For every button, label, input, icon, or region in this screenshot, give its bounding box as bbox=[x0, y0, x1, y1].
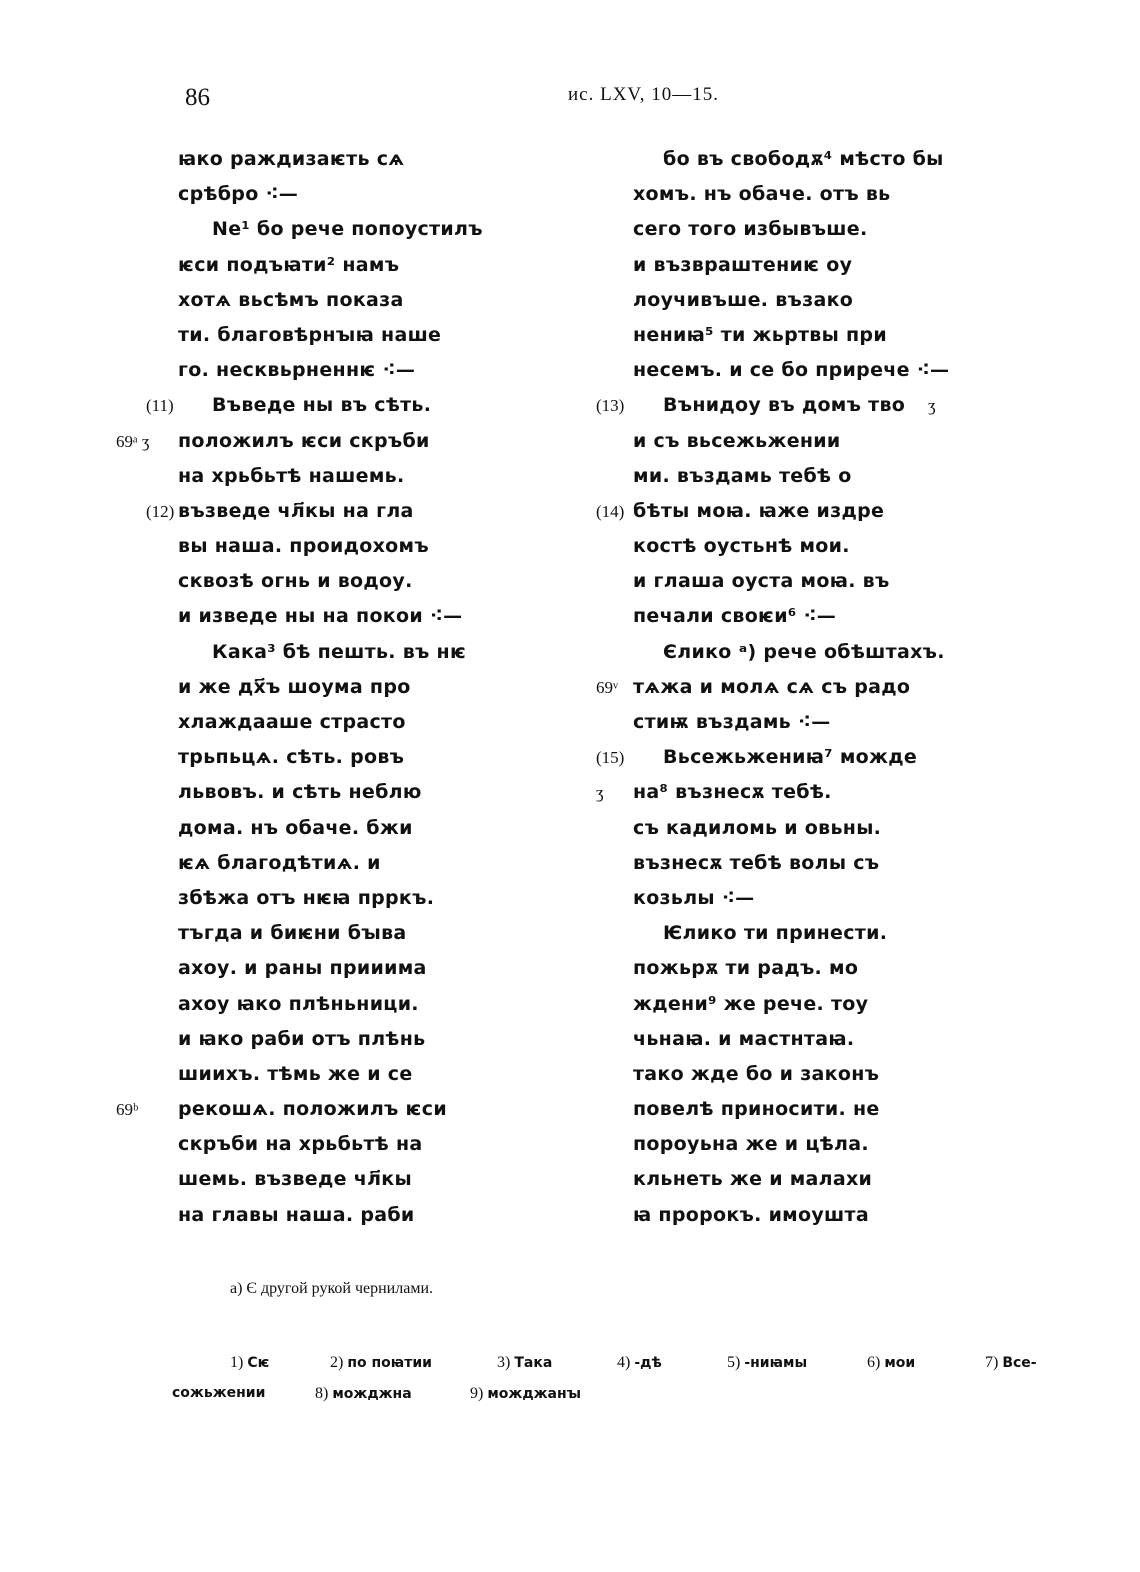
line-text: Вънидоу въ домъ тво bbox=[663, 394, 906, 417]
line-text: стиѭ въздамь ⁖— bbox=[633, 711, 831, 733]
margin-note: (15) bbox=[596, 748, 625, 768]
line-text: Вьсежьжениꙗ⁷ можде bbox=[663, 746, 918, 769]
line-text: ахоу ꙗко плѣньници. bbox=[178, 992, 419, 1015]
line-text: нениꙗ⁵ ти жьртвы при bbox=[633, 323, 887, 346]
variant-note: 5) -ниꙗмы bbox=[727, 1354, 808, 1371]
line-text: ꙗко раждизаѥть сѧ bbox=[178, 148, 405, 170]
line-text: Єлико ᵃ) рече обѣштахъ. bbox=[663, 640, 945, 663]
line-text: го. несквьрненнѥ ⁖— bbox=[178, 359, 416, 382]
line-text: збѣжа отъ нѥꙗ прркъ. bbox=[178, 886, 435, 909]
variant-note: 7) Все- bbox=[985, 1354, 1037, 1371]
line-text: хомъ. нъ обаче. отъ вь bbox=[633, 183, 891, 206]
line-text: Ѥлико ти принести. bbox=[663, 922, 888, 945]
line-text: Кака³ бѣ пешть. въ нѥ bbox=[212, 640, 467, 663]
line-text: съ кадиломь и овьны. bbox=[633, 816, 882, 839]
line-text: бѣты моꙗ. ꙗже издре bbox=[633, 499, 885, 522]
line-text: ѥѧ благодѣтиѧ. и bbox=[178, 851, 381, 874]
line-text: бо въ свободѫ⁴ мѣсто бы bbox=[663, 148, 944, 170]
margin-note: (11) bbox=[146, 396, 174, 416]
line-text: положилъ ѥси скръби bbox=[178, 429, 430, 452]
line-text: възнесѫ тебѣ волы съ bbox=[633, 851, 880, 874]
right-margin-mark: ʒ bbox=[928, 396, 936, 416]
line-text: на главы наша. раби bbox=[178, 1203, 415, 1226]
line-text: вы наша. проидохомъ bbox=[178, 535, 429, 558]
line-text: на хрьбьтѣ нашемь. bbox=[178, 464, 405, 487]
margin-note: ʒ bbox=[596, 783, 604, 803]
footnote-a: а) Є другой рукой чернилами. bbox=[230, 1280, 434, 1297]
line-text: несемъ. и се бо прирече ⁖— bbox=[633, 359, 950, 382]
line-text: козьлы ⁖— bbox=[633, 886, 755, 909]
line-text: ꙗ пророкъ. имоушта bbox=[633, 1203, 869, 1226]
line-text: хлаждааше страсто bbox=[178, 711, 406, 733]
margin-note: 69ᵃ ʒ bbox=[116, 431, 150, 451]
line-text: на⁸ възнесѫ тебѣ. bbox=[633, 781, 832, 804]
margin-note: 69ᵛ bbox=[596, 677, 618, 697]
line-text: ахоу. и раны прииима bbox=[178, 957, 427, 980]
line-text: повелѣ приносити. не bbox=[633, 1098, 880, 1121]
variant-note: 4) -дѣ bbox=[617, 1354, 662, 1371]
line-text: и ꙗко раби отъ плѣнь bbox=[178, 1027, 426, 1050]
line-text: тѧжа и молѧ сѧ съ радо bbox=[633, 675, 911, 698]
variant-note: сожьжении bbox=[172, 1385, 266, 1401]
line-text: и же дх҃ъ шоума про bbox=[178, 675, 411, 698]
line-text: пороуьна же и цѣла. bbox=[633, 1133, 869, 1156]
variant-note: 9) можджанꙑ bbox=[470, 1385, 582, 1402]
line-text: кльнеть же и малахи bbox=[633, 1168, 873, 1191]
line-text: и глаша оуста моꙗ. въ bbox=[633, 570, 890, 593]
line-text: и изведе ны на покои ⁖— bbox=[178, 605, 463, 628]
line-text: ми. въздамь тебѣ о bbox=[633, 464, 852, 487]
line-text: шиихъ. тѣмь же и се bbox=[178, 1062, 413, 1085]
line-text: костѣ оустьнѣ мои. bbox=[633, 535, 850, 558]
margin-note: (14) bbox=[596, 501, 625, 521]
variant-note: 3) Така bbox=[497, 1354, 553, 1371]
line-text: хотѧ вьсѣмъ показа bbox=[178, 288, 404, 311]
line-text: печали своѥи⁶ ⁖— bbox=[633, 605, 837, 628]
line-text: сквозѣ огнь и водоу. bbox=[178, 570, 413, 593]
line-text: сего того избывъше. bbox=[633, 218, 868, 241]
line-text: срѣбро ⁖— bbox=[178, 183, 299, 206]
line-text: и възвраштениѥ оу bbox=[633, 253, 853, 276]
line-text: тако жде бо и законъ bbox=[633, 1062, 880, 1085]
line-text: ждени⁹ же рече. тоу bbox=[633, 992, 869, 1015]
line-text: Въведе ны въ сѣть. bbox=[212, 394, 432, 417]
page-number: 86 bbox=[185, 84, 210, 111]
line-text: скръби на хрьбьтѣ на bbox=[178, 1133, 423, 1156]
line-text: дома. нъ обаче. бжи bbox=[178, 816, 413, 839]
line-text: чьнаꙗ. и мастнтаꙗ. bbox=[633, 1027, 855, 1050]
line-text: тъгда и биѥни бꙑва bbox=[178, 922, 407, 945]
margin-note: 69ᵇ bbox=[116, 1100, 139, 1120]
margin-note: (12) bbox=[146, 501, 175, 521]
line-text: ти. благовѣрнꙑꙗ наше bbox=[178, 323, 442, 346]
margin-note: (13) bbox=[596, 396, 625, 416]
line-text: възведе чл҃кы на гла bbox=[178, 499, 414, 522]
variant-note: 6) мои bbox=[867, 1354, 916, 1371]
variant-note: 1) Сѥ bbox=[230, 1354, 270, 1371]
running-head: ис. LXV, 10—15. bbox=[568, 84, 719, 105]
line-text: пожьрѫ ти радъ. мо bbox=[633, 957, 859, 980]
variant-note: 2) по поꙗтии bbox=[330, 1354, 432, 1371]
line-text: шемь. възведе чл҃кы bbox=[178, 1168, 412, 1191]
line-text: лоучивъше. възако bbox=[633, 288, 854, 311]
variant-note: 8) можджна bbox=[315, 1385, 412, 1402]
line-text: Ne¹ бо рече попоустилъ bbox=[212, 218, 483, 241]
line-text: рекошѧ. положилъ ѥси bbox=[178, 1098, 447, 1121]
line-text: трьпьцѧ. сѣть. ровъ bbox=[178, 746, 405, 769]
line-text: и съ вьсежьжении bbox=[633, 429, 841, 452]
line-text: ѥси подъꙗти² намъ bbox=[178, 253, 400, 276]
line-text: львовъ. и сѣть неблю bbox=[178, 781, 422, 804]
